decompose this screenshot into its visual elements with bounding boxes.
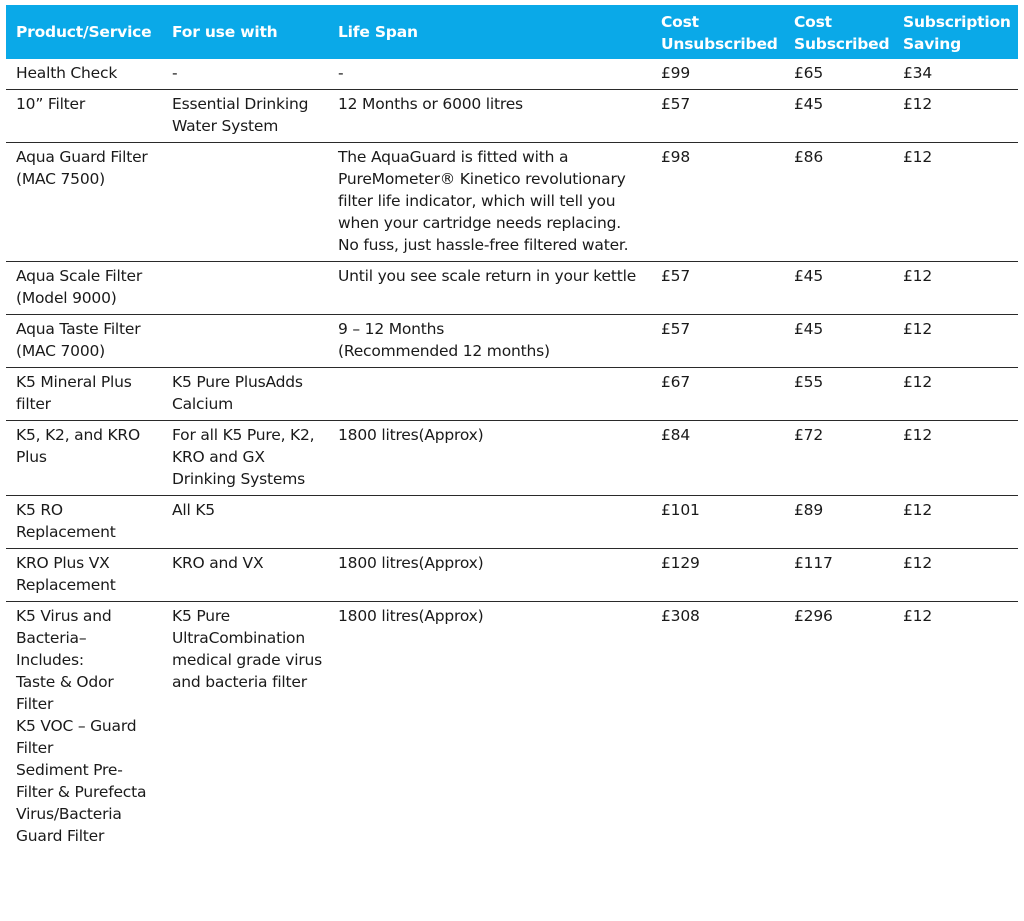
cell-subscription-saving: £12: [893, 90, 1018, 143]
cell-product-service: 10” Filter: [6, 90, 162, 143]
cell-cost-unsubscribed: £308: [661, 607, 700, 625]
cell-for-use-with: KRO and VX: [162, 549, 328, 602]
cell-cost-subscribed: £117: [784, 549, 893, 602]
cell-product-service: Aqua Scale Filter (Model 9000): [6, 262, 162, 315]
cell-cost-subscribed: £55: [784, 368, 893, 421]
header-life-span: Life Span: [338, 23, 418, 41]
cell-subscription-saving: £12: [903, 607, 932, 625]
cell-subscription-saving: £12: [893, 549, 1018, 602]
table-row: [6, 59, 1018, 90]
cell-cost-subscribed: £65: [784, 59, 893, 90]
cell-cost-unsubscribed: £101: [651, 496, 784, 549]
cell-product-service: Aqua Taste Filter (MAC 7000): [6, 315, 162, 368]
cell-for-use-with: K5 Pure UltraCombination medical grade virus and bacteria filter: [172, 607, 322, 691]
cell-for-use-with: Essential Drinking Water System: [162, 90, 328, 143]
cell-for-use-with: All K5: [162, 496, 328, 549]
cell-for-use-with: [162, 143, 328, 262]
cell-life-span: The AquaGuard is fitted with a PureMometer® Kinetico revolutionary filter life indicator, which will tell you when your cartridge needs replacing. No fuss, just hassle-free filtered water.: [328, 143, 651, 262]
header-row: [6, 5, 1018, 59]
cell-product-service: KRO Plus VX Replacement: [6, 549, 162, 602]
cell-cost-subscribed: £45: [784, 315, 893, 368]
cell-subscription-saving: £34: [893, 59, 1018, 90]
cell-product-service: K5 RO Replacement: [6, 496, 162, 549]
cell-for-use-with: -: [162, 59, 328, 90]
cell-life-span: 1800 litres(Approx): [328, 549, 651, 602]
cell-subscription-saving: £12: [893, 421, 1018, 496]
header-cost-unsubscribed: Cost Unsubscribed: [661, 12, 778, 53]
cell-life-span: Until you see scale return in your kettle: [328, 262, 651, 315]
cell-cost-unsubscribed: £98: [651, 143, 784, 262]
cell-cost-unsubscribed: £57: [651, 315, 784, 368]
table-row: [6, 90, 1018, 143]
cell-subscription-saving: £12: [893, 368, 1018, 421]
cell-cost-subscribed: £86: [784, 143, 893, 262]
header-subscription-saving: Subscription Saving: [903, 12, 1011, 53]
cell-for-use-with: K5 Pure PlusAdds Calcium: [162, 368, 328, 421]
table-row: [6, 368, 1018, 421]
cell-life-span: [328, 368, 651, 421]
cell-product-service: K5 Virus and Bacteria– Includes: Taste & Odor Filter K5 VOC – Guard Filter Sediment Pre- Filter & Purefecta Virus/Bacteria Guard Filter: [16, 607, 147, 845]
table-row: [6, 602, 1018, 853]
cell-subscription-saving: £12: [893, 143, 1018, 262]
table-row: [6, 143, 1018, 262]
header-for-use-with: For use with: [172, 23, 278, 41]
cell-cost-unsubscribed: £129: [651, 549, 784, 602]
cell-product-service: Health Check: [6, 59, 162, 90]
header-cost-subscribed: Cost Subscribed: [794, 12, 890, 53]
table-row: [6, 315, 1018, 368]
cell-life-span: 9 – 12 Months (Recommended 12 months): [328, 315, 651, 368]
price-table-container: [6, 5, 1018, 852]
cell-cost-unsubscribed: £99: [651, 59, 784, 90]
price-table: [6, 5, 1018, 852]
cell-cost-unsubscribed: £57: [651, 262, 784, 315]
cell-life-span: [328, 496, 651, 549]
table-row: [6, 549, 1018, 602]
cell-for-use-with: For all K5 Pure, K2, KRO and GX Drinking Systems: [162, 421, 328, 496]
cell-product-service: K5, K2, and KRO Plus: [6, 421, 162, 496]
table-row: [6, 496, 1018, 549]
cell-cost-subscribed: £296: [794, 607, 833, 625]
cell-cost-subscribed: £89: [784, 496, 893, 549]
cell-for-use-with: [162, 315, 328, 368]
cell-cost-subscribed: £45: [784, 90, 893, 143]
cell-life-span: 1800 litres(Approx): [338, 607, 484, 625]
cell-cost-unsubscribed: £67: [651, 368, 784, 421]
table-row: [6, 421, 1018, 496]
cell-cost-subscribed: £45: [784, 262, 893, 315]
cell-for-use-with: [162, 262, 328, 315]
header-product-service: Product/Service: [16, 23, 152, 41]
cell-subscription-saving: £12: [893, 496, 1018, 549]
table-body: [6, 59, 1018, 852]
cell-cost-unsubscribed: £84: [651, 421, 784, 496]
cell-product-service: Aqua Guard Filter (MAC 7500): [6, 143, 162, 262]
cell-subscription-saving: £12: [893, 262, 1018, 315]
cell-cost-unsubscribed: £57: [651, 90, 784, 143]
cell-cost-subscribed: £72: [784, 421, 893, 496]
cell-life-span: -: [328, 59, 651, 90]
table-header: [6, 5, 1018, 59]
cell-subscription-saving: £12: [893, 315, 1018, 368]
cell-product-service: K5 Mineral Plus filter: [6, 368, 162, 421]
cell-life-span: 1800 litres(Approx): [328, 421, 651, 496]
table-row: [6, 262, 1018, 315]
cell-life-span: 12 Months or 6000 litres: [328, 90, 651, 143]
